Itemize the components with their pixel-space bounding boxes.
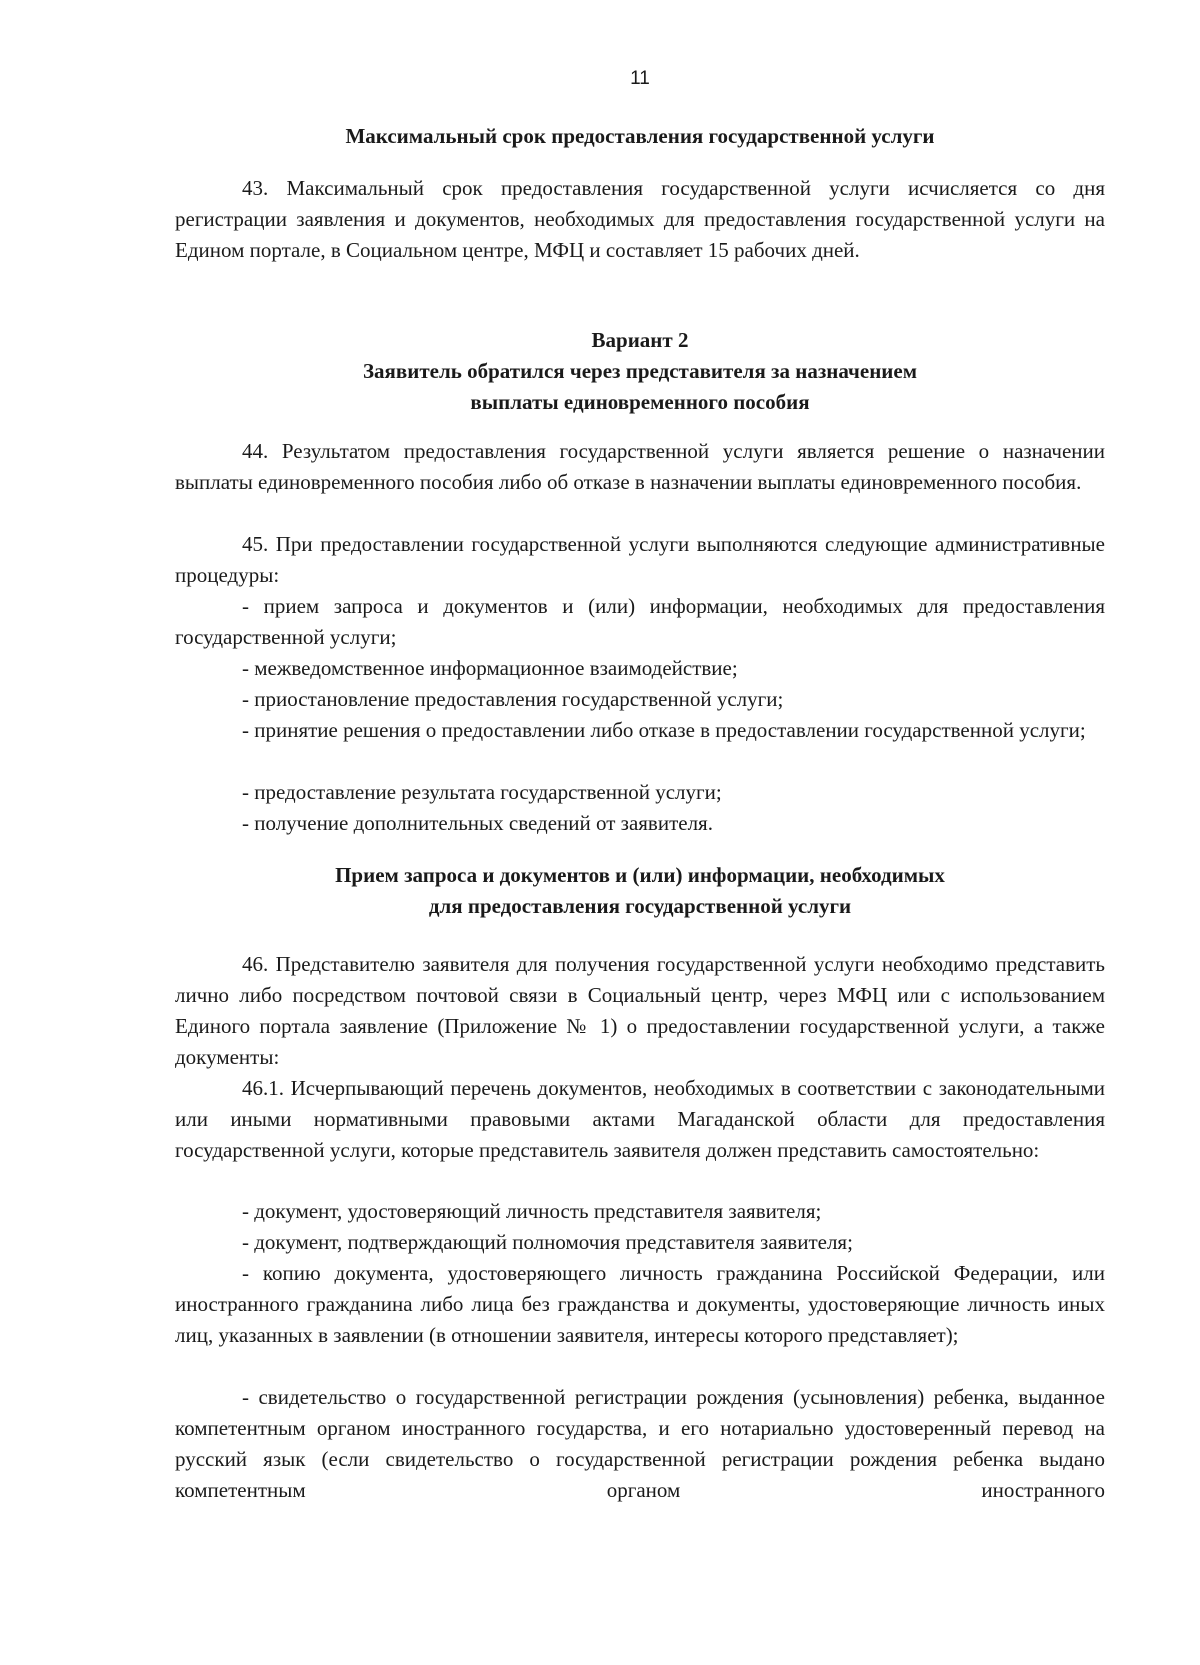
list-item-identity-copy: - копию документа, удостоверяющего личность гражданина Российской Федерации, или иностранного гражданина либо лица без гражданства и документы, удостоверяющие личность иных лиц, указанных в заявлении (в отношении заявителя, интересы которого представляет);	[175, 1261, 1105, 1347]
variant-heading-line-1: Вариант 2	[591, 328, 689, 352]
paragraph-43: 43. Максимальный срок предоставления государственной услуги исчисляется со дня регистрации заявления и документов, необходимых для предоставления государственной услуги на Едином портале, в Социальном центре, МФЦ и составляет 15 рабочих дней.	[175, 176, 1105, 262]
variant-2-heading	[175, 325, 1105, 418]
paragraph-44: 44. Результатом предоставления государственной услуги является решение о назначении выплаты единовременного пособия либо об отказе в назначении выплаты единовременного пособия.	[175, 439, 1105, 494]
list-item-representative-id: - документ, удостоверяющий личность представителя заявителя;	[242, 1199, 822, 1223]
variant-heading-line-2: Заявитель обратился через представителя за назначением	[362, 359, 918, 383]
paragraph-46-1: 46.1. Исчерпывающий перечень документов, необходимых в соответствии с законодательными или иными нормативными правовыми актами Магаданской области для предоставления государственной услуги, которые представитель заявителя должен представить самостоятельно:	[175, 1076, 1105, 1162]
list-item-interagency: - межведомственное информационное взаимодействие;	[242, 656, 738, 680]
list-item-request-intake: - прием запроса и документов и (или) информации, необходимых для предоставления государственной услуги;	[175, 594, 1105, 649]
max-term-heading: Максимальный срок предоставления государственной услуги	[345, 124, 935, 148]
list-item-representative-authority: - документ, подтверждающий полномочия представителя заявителя;	[242, 1230, 853, 1254]
list-item-suspension: - приостановление предоставления государственной услуги;	[242, 687, 784, 711]
paragraph-45: 45. При предоставлении государственной услуги выполняются следующие административные процедуры:	[175, 532, 1105, 587]
list-item-result: - предоставление результата государственной услуги;	[242, 780, 722, 804]
intake-heading	[175, 860, 1105, 922]
list-item-additional-info: - получение дополнительных сведений от заявителя.	[242, 811, 713, 835]
page-number: 11	[630, 68, 650, 89]
intake-heading-line-2: для предоставления государственной услуги	[428, 894, 852, 918]
intake-heading-line-1: Прием запроса и документов и (или) информации, необходимых	[335, 863, 945, 887]
list-item-decision: - принятие решения о предоставлении либо отказе в предоставлении государственной услуги;	[242, 718, 1086, 742]
variant-heading-line-3: выплаты единовременного пособия	[470, 390, 810, 414]
list-item-birth-certificate: - свидетельство о государственной регистрации рождения (усыновления) ребенка, выданное компетентным органом иностранного государства, и его нотариально удостоверенный перевод на русский язык (если свидетельство о государственной регистрации рождения ребенка выдано компетентным органом иностранного	[175, 1385, 1105, 1502]
paragraph-46: 46. Представителю заявителя для получения государственной услуги необходимо представить лично либо посредством почтовой связи в Социальный центр, через МФЦ или с использованием Единого портала заявление (Приложение № 1) о предоставлении государственной услуги, а также документы:	[175, 952, 1105, 1069]
